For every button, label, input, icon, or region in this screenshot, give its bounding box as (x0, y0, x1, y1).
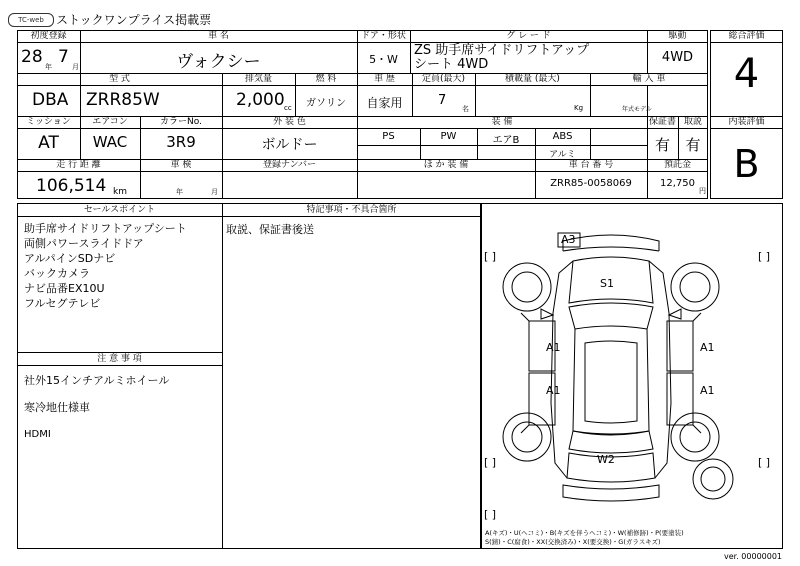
reg-year: 28 (21, 47, 43, 67)
total-rating-value: 4 (733, 51, 760, 97)
caution-label: 注 意 事 項 (97, 354, 142, 364)
insp-year-unit: 年 (176, 188, 183, 196)
model-value: ZRR85W (86, 90, 160, 110)
equip-pw: PW (440, 131, 457, 142)
sales-points-label: セールスポイント (83, 205, 156, 215)
interior-rating-value: B (733, 142, 760, 186)
month-unit: 月 (72, 63, 79, 71)
equip-alumi: アルミ (549, 150, 576, 160)
load-label: 積載量 (最大) (505, 74, 560, 84)
mission-value: AT (38, 133, 59, 153)
list-item: HDMI (24, 429, 51, 440)
equipment-label: 装 備 (491, 117, 513, 127)
list-item: 両側パワースライドドア (24, 237, 144, 250)
total-rating-label: 総合評価 (728, 31, 765, 41)
displacement-value: 2,000 (236, 90, 285, 110)
mileage-value: 106,514 (36, 176, 107, 196)
mark-a1-rear-right: A1 (700, 384, 715, 397)
mileage-label: 走 行 距 離 (56, 160, 101, 170)
inspection-label: 車 検 (170, 160, 192, 170)
sales-points-list (24, 221, 187, 311)
caution-list (24, 373, 169, 442)
displacement-label: 排気量 (244, 74, 272, 84)
equip-abs: ABS (552, 131, 573, 142)
equip-ps: PS (382, 131, 395, 142)
version-label: ver. 00000001 (724, 552, 783, 561)
interior-rating-label: 内装評価 (728, 117, 765, 127)
aircon-label: エアコン (92, 117, 128, 127)
list-item: 社外15インチアルミホイール (24, 374, 170, 387)
list-item: フルセグテレビ (24, 297, 101, 310)
capacity-unit: 名 (462, 105, 469, 113)
equip-airbag: エアB (492, 135, 520, 146)
color-no-value: 3R9 (166, 133, 196, 151)
legend-line-2: S(錆)・C(腐食)・XX(交換済み)・X(要交換)・G(ガラスキズ) (485, 538, 661, 546)
list-item: 助手席サイドリフトアップシート (24, 222, 187, 235)
car-name-label: 車 名 (208, 31, 229, 41)
manual-value: 有 (685, 136, 701, 154)
chassis-value: ZRR85-0058069 (550, 178, 632, 189)
exterior-color-label: 外 装 色 (273, 117, 306, 127)
grade-line2: シート 4WD (414, 57, 489, 72)
grade-line1: ZS 助手席サイドリフトアップ (414, 43, 590, 58)
load-unit: Kg (574, 104, 584, 112)
drive-label: 駆動 (668, 31, 687, 41)
door-shape-label: ドア・形状 (361, 31, 406, 41)
bracket-bottom-left: [ ] (484, 508, 497, 521)
color-no-label: カラーNo. (160, 117, 202, 127)
bracket-rear-right: [ ] (758, 456, 771, 469)
chassis-label: 車 台 番 号 (568, 160, 614, 170)
fuel-value: ガソリン (306, 98, 346, 109)
aircon-value: WAC (92, 133, 128, 151)
mark-w2: W2 (597, 453, 615, 466)
exterior-color-value: ボルドー (261, 137, 318, 153)
deposit-unit: 円 (699, 187, 706, 195)
other-equipment-label: ほ か 装 備 (423, 160, 469, 170)
special-notes-text: 取説、保証書後送 (226, 223, 314, 236)
fuel-label: 燃 料 (315, 74, 337, 84)
warranty-label: 保証書 (648, 117, 676, 127)
list-item: バックカメラ (24, 267, 90, 280)
vehicle-class-label: 車 歴 (374, 74, 395, 84)
first-reg-label: 初度登録 (30, 31, 67, 41)
vehicle-class-value: 自家用 (366, 96, 403, 110)
warranty-value: 有 (654, 136, 670, 154)
page-title: ストックワンプライス掲載票 (56, 13, 212, 27)
door-value: 5・W (369, 53, 398, 66)
capacity-label: 定員(最大) (421, 74, 466, 84)
import-label: 輸 入 車 (632, 74, 666, 84)
bracket-front-right: [ ] (758, 250, 771, 263)
list-item: アルパインSDナビ (24, 252, 116, 265)
bracket-front-left: [ ] (484, 250, 497, 263)
manual-label: 取説 (683, 117, 702, 127)
logo: TC-web (8, 13, 54, 27)
list-item: 寒冷地仕様車 (24, 401, 90, 414)
insp-month-unit: 月 (211, 188, 218, 196)
model-label: 型 式 (109, 74, 130, 84)
mileage-unit: km (113, 187, 127, 197)
car-name: ヴォクシー (176, 52, 261, 72)
bracket-rear-left: [ ] (484, 456, 497, 469)
deposit-label: 預託金 (663, 160, 691, 170)
list-item: ナビ品番EX10U (24, 282, 105, 295)
mark-a1-rear-left: A1 (546, 384, 561, 397)
special-notes-label: 特記事項・不具合箇所 (306, 205, 397, 215)
import-year: 年式モデル (622, 106, 652, 113)
grade-label: グ レ ー ド (506, 31, 551, 41)
mark-a1-front-right: A1 (700, 341, 715, 354)
car-damage-diagram (481, 203, 783, 549)
drive-value: 4WD (661, 50, 694, 65)
reg-month: 7 (58, 47, 69, 67)
model-prefix: DBA (32, 90, 69, 110)
mark-a3: A3 (561, 233, 576, 246)
mark-a1-front-left: A1 (546, 341, 561, 354)
year-unit: 年 (45, 63, 52, 71)
disp-unit: cc (284, 104, 292, 112)
legend-line-1: A(キズ)・U(ヘコミ)・B(キズを伴うヘコミ)・W(補修跡)・P(要塗装) (485, 529, 684, 537)
deposit-value: 12,750 (660, 178, 695, 189)
mark-s1: S1 (600, 277, 614, 290)
capacity-value: 7 (438, 93, 447, 108)
plate-label: 登録ナンバー (263, 160, 316, 170)
mission-label: ミッション (26, 117, 71, 127)
